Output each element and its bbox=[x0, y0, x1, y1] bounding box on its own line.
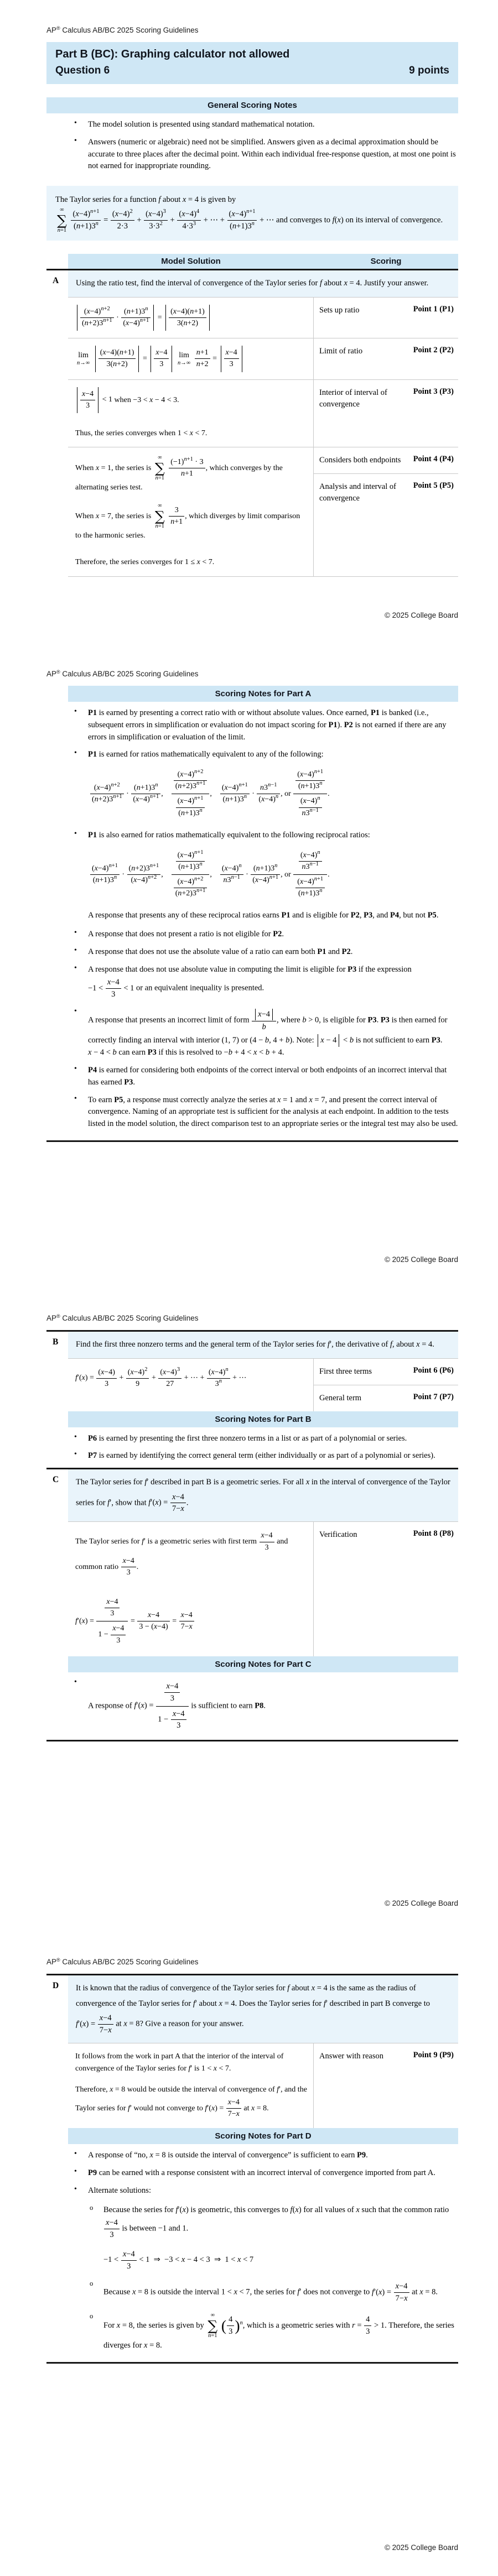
part-b-question-row bbox=[46, 1332, 458, 1358]
bullet-item bbox=[74, 1065, 458, 1089]
table-row bbox=[68, 2043, 458, 2129]
bullet-item bbox=[74, 749, 458, 761]
bullet-item bbox=[74, 2150, 458, 2162]
solution-line: $\frac{x-4}{3}$ < 1 when −3 < x − 4 < 3. bbox=[75, 387, 308, 413]
copyright: © 2025 College Board bbox=[384, 1255, 458, 1264]
page-1 bbox=[0, 0, 498, 644]
bullet-text: The model solution is presented using standard mathematical notation. bbox=[88, 120, 315, 129]
problem-statement: The Taylor series for a function f about x = 4 is given by ∞ ∑ n=1 $\frac{(x-4)^{n+1}}{(n+1)3^n}$ = $\frac{(x-4)^2}{2\cdot 3}$ + $\frac{(x-4)^3}{3\cdot 3^2}$ + $\frac{(x-4)^4}{4\cdot 3^3}$ + ⋯ + $\frac{(x-4)^{n+1}}{(n+1)3^n}$ + ⋯ and converges to f(x) on its interval of convergence. bbox=[46, 186, 458, 241]
bullet-item bbox=[74, 119, 458, 131]
bullet-item bbox=[74, 707, 458, 743]
table-row bbox=[68, 379, 458, 447]
bullet-icon: • bbox=[74, 2150, 77, 2158]
question-number: Question 6 bbox=[55, 65, 110, 76]
part-c-question-row bbox=[46, 1469, 458, 1521]
bullet-text: P6 is earned by presenting the first three nonzero terms in a list or as part of a polynomial or series. bbox=[88, 1433, 407, 1443]
part-d-label: D bbox=[53, 1981, 59, 1990]
sub-bullet-item bbox=[90, 2280, 458, 2306]
scoring-label: Limit of ratio bbox=[319, 347, 363, 356]
alternate-solution-inequality: −1 < $\frac{x-4}{3}$ < 1 ⇒ −3 < x − 4 < 3 ⇒ 1 < x < 7 bbox=[103, 2248, 458, 2273]
bullet-icon: • bbox=[74, 1677, 77, 1686]
solution-cell bbox=[68, 1522, 314, 1656]
reciprocal-ratio-formulas: $\frac{(x-4)^{n+1}}{(n+1)3^n}$ · $\frac{(n+2)3^{n+1}}{(x-4)^{n+2}}$ , $\frac{\frac{(x-4)^{n+1}}{(n+1)3^n}}{\frac{(x-4)^{n+2}}{(n+2)3^{n+1}}}$ , $\frac{(x-4)^n}{n3^{n-1}}$ · $\frac{(n+1)3^n}{(x-4)^{n+1}}$ , or $\frac{\frac{(x-4)^n}{n3^{n-1}}}{\frac{(x-4)^{n+1}}{(n+1)3^n}}$ . bbox=[90, 847, 458, 903]
sub-bullet-text bbox=[103, 2204, 458, 2273]
part-c-label: C bbox=[53, 1475, 59, 1485]
solution-cell bbox=[68, 380, 314, 447]
scoring-label: Verification bbox=[319, 1530, 357, 1540]
bullet-icon: • bbox=[74, 1450, 77, 1459]
scoring-notes-c-list bbox=[46, 1678, 458, 1734]
doc-header: AP® Calculus AB/BC 2025 Scoring Guidelines bbox=[46, 669, 199, 678]
bullet-icon: • bbox=[74, 963, 77, 972]
bullet-item bbox=[74, 1678, 458, 1734]
copyright: © 2025 College Board bbox=[384, 1899, 458, 1907]
bullet-item bbox=[74, 946, 458, 958]
part-b-label: B bbox=[53, 1337, 59, 1347]
bullet-text: A response of “no, x = 8 is outside the interval of convergence” is sufficient to earn P9. bbox=[88, 2151, 368, 2160]
table-row bbox=[68, 297, 458, 338]
bullet-item bbox=[74, 2185, 458, 2197]
bullet-icon: • bbox=[74, 2167, 77, 2176]
table-row bbox=[68, 1521, 458, 1656]
bullet-text: Answers (numeric or algebraic) need not be simplified. Answers given as a decimal approximation should be accurate to three places after the decimal point. Within each individual free-response question, at most one point is not earned for inappropriate rounding. bbox=[88, 137, 456, 171]
part-d-question-row bbox=[46, 1975, 458, 2043]
sub-bullet-item bbox=[90, 2312, 458, 2352]
table-row bbox=[68, 338, 458, 379]
section-divider bbox=[46, 1740, 458, 1741]
scoring-cell bbox=[314, 298, 458, 338]
scoring-label: First three terms bbox=[319, 1367, 372, 1376]
solution-table bbox=[46, 254, 458, 576]
bullet-icon: • bbox=[74, 929, 77, 937]
scoring-notes-d-title: Scoring Notes for Part D bbox=[68, 2128, 458, 2144]
circle-bullet-icon: o bbox=[90, 2280, 94, 2288]
bullet-item bbox=[74, 830, 458, 842]
bullet-icon: • bbox=[74, 1065, 77, 1073]
bullet-text: A response that does not use absolute value in computing the limit is eligible for P3 if the expression −1 < $\frac{x-4}{3}$ < 1 or an equivalent inequality is presented. bbox=[88, 964, 458, 1002]
table-row bbox=[68, 447, 458, 576]
solution-line: When x = 7, the series is ∞ ∑ n=1 $\frac{3}{n+1}$ , which diverges by limit comparison to the harmonic series. bbox=[75, 502, 300, 540]
scoring-point: Point 3 (P3) bbox=[413, 387, 454, 396]
scoring-point: Point 8 (P8) bbox=[413, 1529, 454, 1539]
bullet-item bbox=[74, 1094, 458, 1130]
bullet-text: A response that presents an incorrect limit of form $\frac{x-4}{b}$ , where b > 0, is eligible for P3. P3 is then earned for correctly finding an interval with interior (1, 7) or (4 − b, 4 + b). Note: x − 4 < b is not sufficient to earn P3. x − 4 < b can earn P3 if this is resolved to −b + 4 < x < b + 4. bbox=[88, 1009, 448, 1057]
circle-bullet-icon: o bbox=[90, 2203, 94, 2212]
general-notes-list bbox=[46, 119, 458, 173]
scoring-label: General term bbox=[319, 1393, 362, 1402]
solution-line: It follows from the work in part A that the interior of the interval of convergence of the Taylor series for f′ is 1 < x < 7. bbox=[75, 2052, 284, 2073]
part-d-question: It is known that the radius of convergence of the Taylor series for f about x = 4 is the same as the radius of convergence of the Taylor series for f′ about x = 4. Does the Taylor series for f′ described in part B converge to f′(x) = $\frac{x-4}{7-x}$ at x = 8? Give a reason for your answer. bbox=[68, 1975, 458, 2043]
bullet-text: P9 can be earned with a response consistent with an incorrect interval of convergence imported from part A. bbox=[88, 2168, 435, 2178]
doc-header: AP® Calculus AB/BC 2025 Scoring Guidelines bbox=[46, 1957, 199, 1966]
doc-header: AP® Calculus AB/BC 2025 Scoring Guidelines bbox=[46, 1313, 199, 1322]
bullet-item bbox=[74, 137, 458, 173]
bullet-item bbox=[74, 964, 458, 1002]
sub-bullet-item bbox=[90, 2204, 458, 2273]
table-row bbox=[68, 1358, 458, 1411]
solution-cell: f′(x) = $\frac{(x-4)}{3}$ + $\frac{(x-4)^2}{9}$ + $\frac{(x-4)^3}{27}$ + ⋯ + $\frac{(x-4)^n}{3^n}$ + ⋯ bbox=[68, 1359, 314, 1411]
divider bbox=[68, 576, 458, 577]
bullet-icon: • bbox=[74, 119, 77, 127]
scoring-notes-d-list bbox=[46, 2150, 458, 2351]
bullet-item bbox=[74, 1450, 458, 1462]
page-3 bbox=[0, 1288, 498, 1932]
alternate-solution-text: Because the series for f′(x) is geometric, this converges to f(x) for all values of x such that the common ratio $\frac{x-4}{3}$ is between −1 and 1. bbox=[103, 2204, 458, 2242]
solution-line: Therefore, the series converges for 1 ≤ x < 7. bbox=[75, 558, 215, 567]
scoring-label: Sets up ratio bbox=[319, 305, 360, 315]
bullet-item bbox=[74, 1433, 458, 1445]
part-b-question: Find the first three nonzero terms and the general term of the Taylor series for f′, the derivative of f, about x = 4. bbox=[68, 1332, 458, 1358]
scoring-label: Analysis and interval of convergence bbox=[319, 482, 396, 503]
bullet-icon: • bbox=[74, 1094, 77, 1103]
bullet-icon: • bbox=[74, 2184, 77, 2193]
solution-line: f′(x) = $\frac{x-4}{3}$ 1 − $\frac{x-4}{3}$ = $\frac{x-4}{3 - (x-4)}$ = $\frac{x-4}{7-x}$ bbox=[75, 1594, 308, 1649]
bullet-icon: • bbox=[74, 136, 77, 145]
solution-line: When x = 1, the series is ∞ ∑ n=1 $\frac{(-1)^{n+1} \cdot 3}{n+1}$ , which converges by the alternating series test. bbox=[75, 455, 283, 492]
ratio-formulas: $\frac{(x-4)^{n+2}}{(n+2)3^{n+1}}$ · $\frac{(n+1)3^n}{(x-4)^{n+1}}$ , $\frac{\frac{(x-4)^{n+2}}{(n+2)3^{n+1}}}{\frac{(x-4)^{n+1}}{(n+1)3^n}}$ , $\frac{(x-4)^{n+1}}{(n+1)3^n}$ · $\frac{n3^{n-1}}{(x-4)^n}$ , or $\frac{\frac{(x-4)^{n+1}}{(n+1)3^n}}{\frac{(x-4)^n}{n3^{n-1}}}$ . bbox=[90, 766, 458, 822]
scoring-notes-b-title: Scoring Notes for Part B bbox=[68, 1411, 458, 1427]
general-scoring-notes-title: General Scoring Notes bbox=[46, 97, 458, 113]
doc-header: AP® Calculus AB/BC 2025 Scoring Guidelines bbox=[46, 25, 199, 34]
scoring-notes-c-title: Scoring Notes for Part C bbox=[68, 1656, 458, 1672]
bullet-icon: • bbox=[74, 829, 77, 838]
bullet-text: P1 is earned by presenting a correct ratio with or without absolute values. Once earned, P1 is banked (i.e., subsequent errors in simplification or evaluation do not impact scoring for P1). P2 is not earned if there are any errors in simplification or evaluation of the limit. bbox=[88, 708, 447, 742]
scoring-point: Point 6 (P6) bbox=[413, 1365, 454, 1375]
section-divider bbox=[46, 1140, 458, 1142]
solution-line: Therefore, x = 8 would be outside the interval of convergence of f′, and the Taylor series for f′ would not converge to f′(x) = $\frac{x-4}{7-x}$ at x = 8. bbox=[75, 2084, 308, 2121]
bullet-item bbox=[74, 929, 458, 941]
bullet-text: P7 is earned by identifying the correct general term (either individually or as part of a polynomial or series). bbox=[88, 1451, 435, 1461]
bullet-text: To earn P5, a response must correctly analyze the series at x = 1 and x = 7, and present the correct interval of convergence. Naming of an appropriate test is sufficient for the analysis at each endpoint. In addition to the tests listed in the model solution, the direct comparison test to an appropriate series or the integral test may also be used. bbox=[88, 1095, 458, 1129]
scoring-point: Point 5 (P5) bbox=[413, 481, 454, 491]
scoring-cell bbox=[314, 447, 458, 473]
sub-bullet-text: Because x = 8 is outside the interval 1 < x < 7, the series for f′ does not converge to f′(x) = $\frac{x-4}{7-x}$ at x = 8. bbox=[103, 2280, 458, 2306]
scoring-point: Point 1 (P1) bbox=[413, 304, 454, 314]
points-total: 9 points bbox=[409, 65, 449, 76]
section-divider bbox=[46, 2362, 458, 2364]
solution-cell bbox=[68, 2043, 314, 2129]
scoring-cell bbox=[314, 2043, 458, 2129]
bullet-text: A response of f′(x) = $\frac{x-4}{3}$ 1 − $\frac{x-4}{3}$ is sufficient to earn P8. bbox=[88, 1678, 458, 1734]
bullet-item bbox=[74, 1007, 458, 1059]
scoring-cell bbox=[314, 338, 458, 379]
bullet-text: A response that does not use the absolute value of a ratio can earn both P1 and P2. bbox=[88, 947, 353, 956]
title-band bbox=[46, 42, 458, 84]
solution-line: Thus, the series converges when 1 < x < 7. bbox=[75, 429, 208, 437]
solution-cell: lim n→∞ $\frac{(x-4)(n+1)}{3(n+2)}$ = $\frac{x-4}{3}$ lim n→∞ $\frac{n+1}{n+2}$ = $\frac{x-4}{3}$ bbox=[68, 338, 314, 379]
copyright: © 2025 College Board bbox=[384, 611, 458, 619]
scoring-point: Point 9 (P9) bbox=[413, 2050, 454, 2059]
scoring-notes-b-list bbox=[46, 1433, 458, 1463]
scoring-notes-a-title: Scoring Notes for Part A bbox=[68, 686, 458, 702]
bullet-text: P1 is also earned for ratios mathematically equivalent to the following reciprocal ratios: bbox=[88, 830, 370, 839]
bullet-icon: • bbox=[74, 1007, 77, 1015]
bullet-icon: • bbox=[74, 1432, 77, 1441]
table-header bbox=[68, 254, 458, 269]
scoring-label: Answer with reason bbox=[319, 2051, 383, 2061]
solution-cell bbox=[68, 447, 314, 576]
sub-bullet-text: For x = 8, the series is given by ∞ ∑ n=1 ( $\frac{4}{3}$ )$^n$, which is a geometric series with r = $\frac{4}{3}$ > 1. Therefore, the series diverges for x = 8. bbox=[103, 2312, 454, 2350]
scoring-label: Interior of interval of convergence bbox=[319, 388, 387, 409]
scoring-header: Scoring bbox=[370, 257, 402, 267]
part-a-label: A bbox=[53, 276, 59, 286]
bullet-item bbox=[74, 2167, 458, 2179]
bullet-icon: • bbox=[74, 749, 77, 758]
scoring-notes-a-list bbox=[46, 707, 458, 1130]
part-c-question: The Taylor series for f′ described in part B is a geometric series. For all x in the interval of convergence of the Taylor series for f′, show that f′(x) = $\frac{x-4}{7-x}$ . bbox=[68, 1469, 458, 1521]
scoring-label: Considers both endpoints bbox=[319, 456, 401, 465]
scoring-cell bbox=[314, 1359, 458, 1385]
part-a-question: Using the ratio test, find the interval of convergence of the Taylor series for f about x = 4. Justify your answer. bbox=[68, 270, 458, 297]
page-4 bbox=[0, 1932, 498, 2576]
page-2 bbox=[0, 644, 498, 1288]
scoring-cell bbox=[314, 1385, 458, 1411]
part-a-question-row bbox=[46, 270, 458, 297]
copyright: © 2025 College Board bbox=[384, 2543, 458, 2552]
scoring-cell bbox=[314, 473, 458, 576]
model-solution-header: Model Solution bbox=[161, 257, 221, 267]
scoring-point: Point 7 (P7) bbox=[413, 1392, 454, 1401]
scoring-point: Point 2 (P2) bbox=[413, 346, 454, 355]
solution-cell: $\frac{(x-4)^{n+2}}{(n+2)3^{n+1}}$ · $\frac{(n+1)3^n}{(x-4)^{n+1}}$ = $\frac{(x-4)(n+1)}{3(n+2)}$ bbox=[68, 298, 314, 338]
bullet-text: P1 is earned for ratios mathematically equivalent to any of the following: bbox=[88, 750, 324, 759]
solution-line: The Taylor series for f′ is a geometric series with first term $\frac{x-4}{3}$ and common ratio $\frac{x-4}{3}$ . bbox=[75, 1529, 308, 1579]
bullet-text: A response that does not present a ratio is not eligible for P2. bbox=[88, 930, 284, 938]
scoring-point: Point 4 (P4) bbox=[413, 455, 454, 464]
scoring-cell bbox=[314, 1522, 458, 1656]
part-title: Part B (BC): Graphing calculator not allowed bbox=[55, 48, 290, 60]
circle-bullet-icon: o bbox=[90, 2312, 94, 2321]
bullet-icon: • bbox=[74, 707, 77, 716]
bullet-text: P4 is earned for considering both endpoints of the correct interval or both endpoints of an incorrect interval that has earned P3. bbox=[88, 1066, 447, 1087]
scoring-cell bbox=[314, 380, 458, 447]
bullet-icon: • bbox=[74, 946, 77, 955]
bullet-text: Alternate solutions: bbox=[88, 2186, 151, 2195]
continuation-text: A response that presents any of these reciprocal ratios earns P1 and is eligible for P2, P3, and P4, but not P5. bbox=[88, 911, 439, 920]
